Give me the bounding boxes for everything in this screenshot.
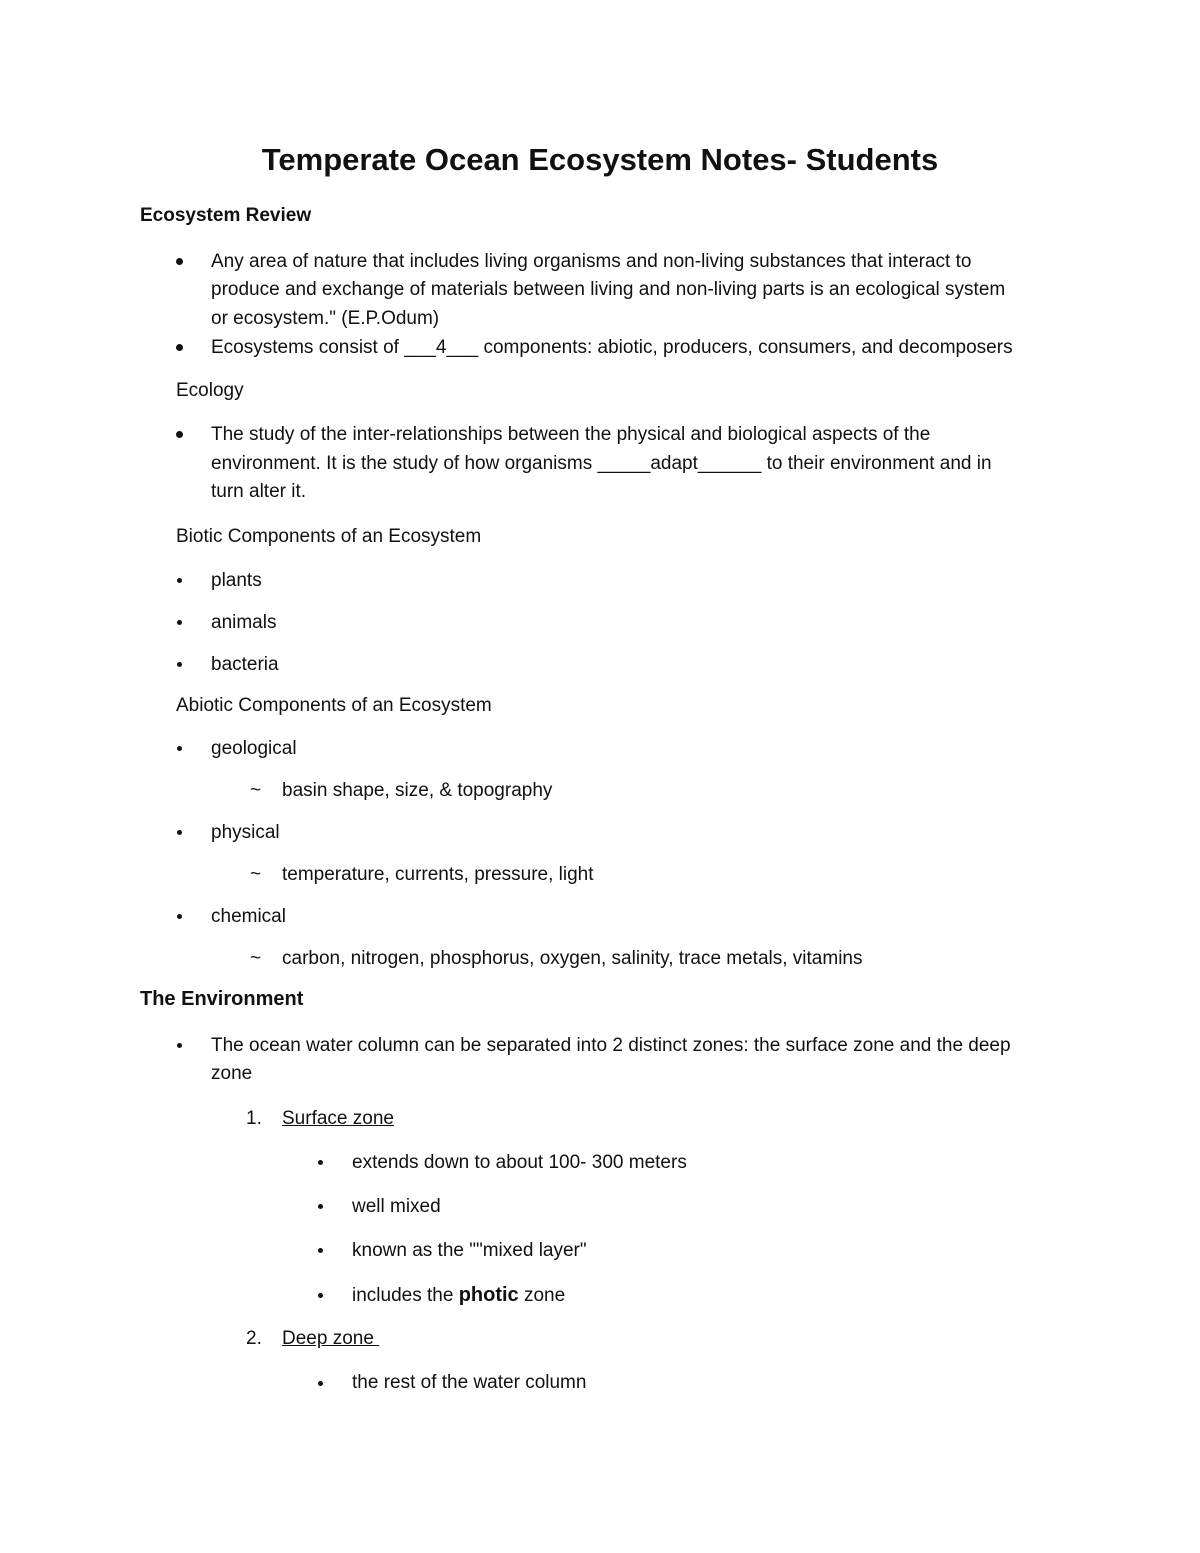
section-heading-environment: The Environment xyxy=(140,988,304,1010)
paragraph-line: environment. It is the study of how organisms _____adapt______ to their environment and in xyxy=(211,453,992,474)
list-item-detail: basin shape, size, & topography xyxy=(282,780,553,801)
paragraph-line: or ecosystem." (E.P.Odum) xyxy=(211,308,440,329)
list-item: the rest of the water column xyxy=(352,1372,587,1393)
section-heading-ecosystem-review: Ecosystem Review xyxy=(140,205,312,226)
list-item: geological xyxy=(211,738,297,759)
bullet-icon xyxy=(176,431,183,438)
bullet-icon xyxy=(318,1293,323,1298)
paragraph-line: Ecosystems consist of ___4___ components: abiotic, producers, consumers, and decomposers xyxy=(211,337,1013,358)
list-item: physical xyxy=(211,822,280,843)
page-title: Temperate Ocean Ecosystem Notes- Students xyxy=(261,142,939,177)
paragraph-line: zone xyxy=(211,1063,253,1084)
list-item-detail: carbon, nitrogen, phosphorus, oxygen, salinity, trace metals, vitamins xyxy=(282,948,863,969)
bullet-icon xyxy=(177,1043,182,1048)
list-item: animals xyxy=(211,612,277,633)
paragraph-line: turn alter it. xyxy=(211,481,307,502)
list-item: known as the ""mixed layer" xyxy=(352,1240,587,1261)
bullet-icon xyxy=(177,662,182,667)
list-item: plants xyxy=(211,570,262,591)
list-item: chemical xyxy=(211,906,286,927)
bullet-icon xyxy=(318,1160,323,1165)
paragraph-line: Any area of nature that includes living organisms and non-living substances that interact to xyxy=(211,251,972,272)
bullet-icon xyxy=(177,914,182,919)
list-number: 2. xyxy=(246,1328,262,1349)
paragraph-line: The ocean water column can be separated into 2 distinct zones: the surface zone and the deep xyxy=(211,1035,1011,1056)
zone-title-deep: Deep zone xyxy=(282,1328,380,1349)
bullet-icon xyxy=(177,746,182,751)
zone-title-surface: Surface zone xyxy=(282,1108,394,1129)
bullet-icon xyxy=(318,1204,323,1209)
photic-keyword: photic xyxy=(458,1284,519,1306)
paragraph-line: produce and exchange of materials between living and non-living parts is an ecological system xyxy=(211,279,1006,300)
list-item: extends down to about 100- 300 meters xyxy=(352,1152,687,1173)
bullet-icon xyxy=(318,1248,323,1253)
section-heading-biotic: Biotic Components of an Ecosystem xyxy=(176,526,482,547)
paragraph-line: The study of the inter-relationships between the physical and biological aspects of the xyxy=(211,424,931,445)
bullet-icon xyxy=(177,578,182,583)
bullet-icon xyxy=(177,830,182,835)
list-item-detail: temperature, currents, pressure, light xyxy=(282,864,594,885)
list-item: includes the photic zone xyxy=(352,1284,566,1306)
bullet-icon xyxy=(318,1381,323,1386)
section-heading-abiotic: Abiotic Components of an Ecosystem xyxy=(176,695,492,716)
section-heading-ecology: Ecology xyxy=(176,380,244,401)
bullet-icon xyxy=(176,258,183,265)
list-item: bacteria xyxy=(211,654,279,675)
tilde-icon: ~ xyxy=(250,948,262,969)
bullet-icon xyxy=(177,620,182,625)
bullet-icon xyxy=(176,344,183,351)
list-item: well mixed xyxy=(352,1196,441,1217)
tilde-icon: ~ xyxy=(250,780,262,801)
list-number: 1. xyxy=(246,1108,262,1129)
tilde-icon: ~ xyxy=(250,864,262,885)
